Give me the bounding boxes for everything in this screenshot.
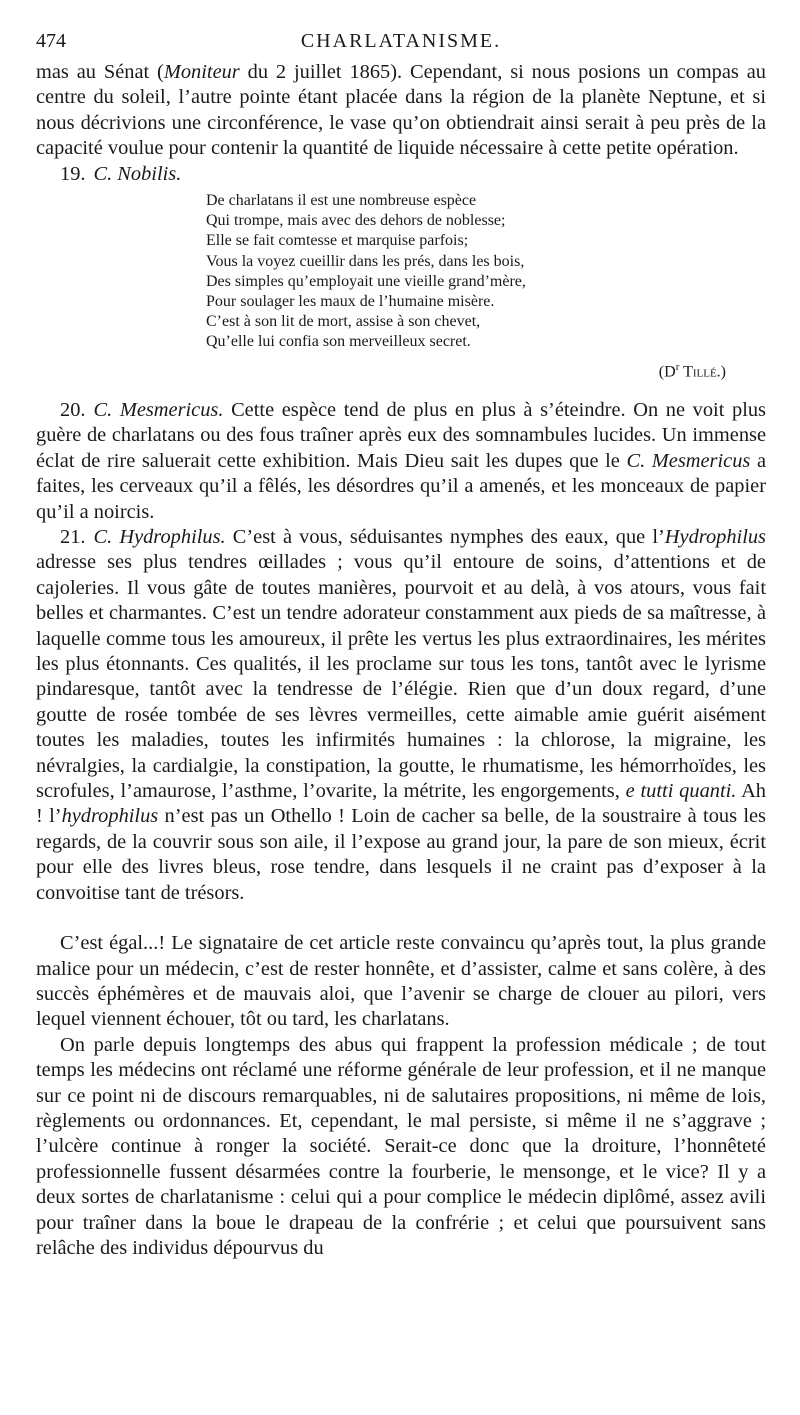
- italic-run: Hydrophilus: [664, 526, 766, 549]
- poem-line: Elle se fait comtesse et marquise parfois;: [206, 232, 469, 250]
- entry-label: C. Mesmericus.: [93, 398, 224, 421]
- running-head: [36, 30, 766, 60]
- poem-line: C’est à son lit de mort, assise à son chevet,: [206, 313, 481, 331]
- entry-19-heading: [36, 162, 766, 187]
- document-page: [36, 30, 766, 1261]
- page-number: 474: [36, 30, 66, 52]
- paragraph-conclusion: C’est égal...! Le signataire de cet article reste convaincu qu’après tout, la plus grande malice pour un médecin, c’est de rester honnête, et d’assister, calme et sans colère, à des succès éphémères et de mauvais aloi, que l’avenir se charge de clouer au pilori, vers lequel viennent échouer, tôt ou tard, les charlatans.: [36, 932, 766, 1031]
- text-run: Ah ! l’: [36, 780, 766, 828]
- section-gap: [36, 906, 766, 931]
- poem-quote: [206, 191, 766, 353]
- text-run: n’est pas un Othello ! Loin de cacher sa belle, de la soustraire à tous les regards, de la couvrir sous son aile, il l’expose au grand jour, la pare de son mieux, écrit pour elle des livres bleus, rose tendre, dans lesquels il ne craint pas d’exposer à la convoitise tant de trésors.: [36, 805, 766, 904]
- italic-run: C. Mesmericus: [626, 449, 751, 472]
- attribution-name: Tillé.): [679, 362, 726, 380]
- paragraph-abuses: On parle depuis longtemps des abus qui frappent la profession médicale ; de tout temps les médecins ont réclamé une réforme générale de leur profession, et il ne manque sur ce point ni de discours remarquables, ni de salutaires propositions, ni même de lois, règlements ou ordonnances. Et, cependant, le mal persiste, si même il ne s’aggrave ; l’ulcère continue à ronger la société. Serait-ce donc que la droiture, l’honnêteté professionnelle fussent désarmées contre la fourberie, le mensonge, et le vice? Il y a deux sortes de charlatanisme : celui qui a pour complice le médecin diplômé, assez avili pour traîner dans la boue le drapeau de la confrérie ; et celui que poursuivent sans relâche des individus dépourvus du: [36, 1033, 766, 1259]
- italic-run: e tutti quanti.: [625, 780, 737, 803]
- text-run: C’est à vous, séduisantes nymphes des eaux, que l’: [225, 526, 665, 549]
- entry-21: [36, 525, 766, 906]
- attribution-sup: r: [675, 360, 680, 373]
- poem-line: Qui trompe, mais avec des dehors de noblesse;: [206, 212, 506, 230]
- entry-number: 20.: [60, 398, 86, 421]
- poem-line: Des simples qu’employait une vieille grand’mère,: [206, 272, 526, 290]
- entry-number: 19.: [60, 162, 86, 185]
- entry-20: [36, 398, 766, 525]
- poem-line: De charlatans il est une nombreuse espèce: [206, 192, 477, 210]
- poem-line: Pour soulager les maux de l’humaine misère.: [206, 293, 495, 311]
- paragraph-continued: [36, 60, 766, 162]
- italic-run: Moniteur: [163, 61, 240, 83]
- running-title: CHARLATANISME.: [300, 30, 502, 52]
- italic-run: hydrophilus: [61, 805, 159, 828]
- attribution-open: (D: [658, 362, 676, 380]
- text-run: adresse ses plus tendres œillades ; vous qu’il entoure de soins, d’attentions et de cajoleries. Il vous gâte de toutes manières, pourvoit et au delà, à vos atours, vous fait belles et charmantes. C’est un tendre adorateur constamment aux pieds de sa maîtresse, à laquelle comme tous les amoureux, il prête les vertus les plus extraordinaires, les mérites les plus étonnants. Ces qualités, il les proclame sur tous les tons, tantôt avec le lyrisme pindaresque, tantôt avec la tendresse de l’élégie. Rien que d’un doux regard, d’une goutte de rosée tombée de ses lèvres vermeilles, cette aimable amie guérit aisément toutes les maladies, toutes les infirmités humaines : la chlorose, la migraine, les névralgies, la cardialgie, la constipation, la goutte, le rhumatisme, les hémorrhoïdes, les scrofules, l’amaurose, l’asthme, l’ovarite, la métrite, les engorgements,: [36, 551, 766, 803]
- entry-label: C. Hydrophilus.: [93, 526, 226, 549]
- poem-line: Vous la voyez cueillir dans les prés, dans les bois,: [206, 252, 525, 270]
- text-run: du 2 juillet 1865). Cependant, si nous posions un compas au centre du soleil, l’autre pointe étant placée dans la région de la planète Neptune, et si nous décrivions une circonférence, le vase qu’on obtiendrait ainsi serait à peu près de la capacité voulue pour contenir la quantité de liquide nécessaire à cette petite opération.: [36, 61, 766, 160]
- text-run: Cette espèce tend de plus en plus à s’éteindre. On ne voit plus guère de charlatans ou des fous traîner après eux des somnambules lucides. Un immense éclat de rire saluerait cette exhibition. Mais Dieu sait les dupes que le: [36, 398, 766, 472]
- poem-attribution: [36, 357, 726, 382]
- text-run: mas au Sénat (: [36, 61, 164, 83]
- poem-line: Qu’elle lui confia son merveilleux secret.: [206, 333, 471, 351]
- entry-number: 21.: [60, 526, 86, 549]
- entry-label: C. Nobilis.: [93, 162, 182, 185]
- body-text: [36, 60, 766, 1261]
- text-run: a faites, les cerveaux qu’il a fêlés, les désordres qu’il a amenés, et les monceaux de papier qu’il a noircis.: [36, 449, 766, 523]
